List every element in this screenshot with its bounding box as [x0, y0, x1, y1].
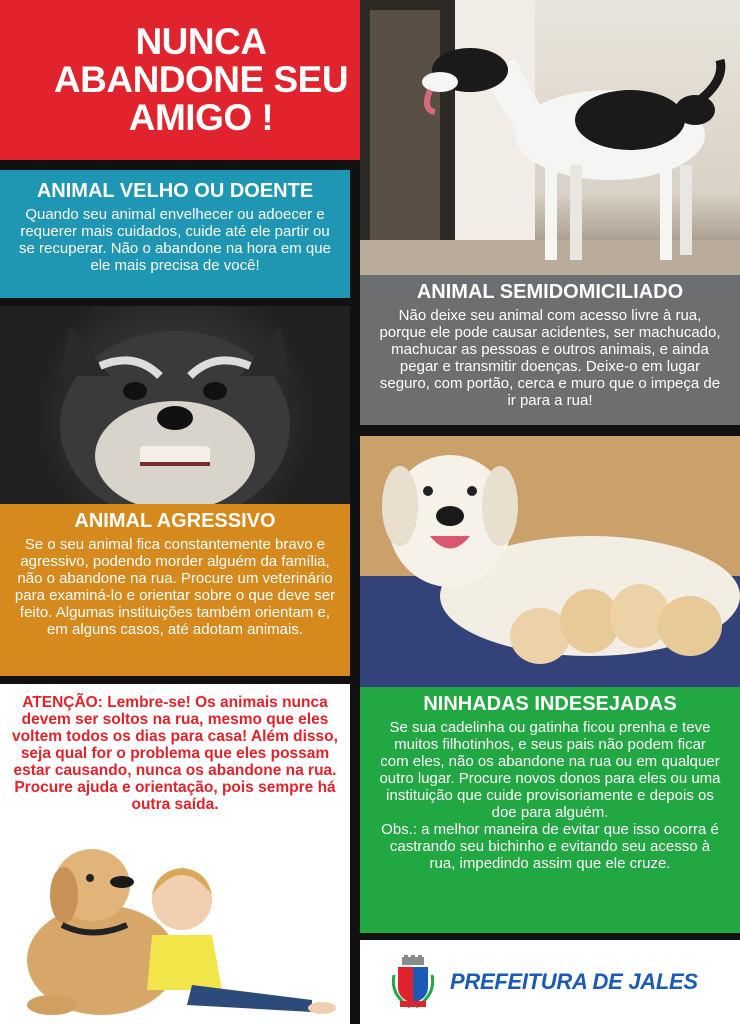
dog-with-puppies-illustration: [360, 436, 740, 687]
section-semidomiciled-title: ANIMAL SEMIDOMICILIADO: [416, 281, 684, 303]
section-aggressive: [0, 504, 350, 676]
attention-panel: [0, 684, 350, 1024]
section-aggressive-title: ANIMAL AGRESSIVO: [74, 510, 276, 532]
footer-logo-text: PREFEITURA DE JALES: [450, 969, 698, 994]
dog-with-puppies-photo: [360, 436, 740, 687]
coat-of-arms-icon: [390, 955, 436, 1009]
angry-dog-photo: [0, 306, 350, 506]
section-semidomiciled-body: Não deixe seu animal com acesso livre à rua, porque ele pode causar acidentes, ser machucado, machucar as pessoas e outros animais, e ainda pegar e transmitir doenças. Deixe-o em lugar seguro, com portão, cerca e muro que o impeça de ir para a rua!: [379, 307, 721, 409]
dog-standing-illustration: [360, 0, 740, 275]
dog-standing-photo: [360, 0, 740, 275]
footer-logo: [360, 940, 740, 1024]
attention-text: ATENÇÃO: Lembre-se! Os animais nunca devem ser soltos na rua, mesmo que eles voltem todos os dias para casa! Além disso, seja qual for o problema que eles possam estar causando, nunca os abandone na rua. Procure ajuda e orientação, pois sempre há outra saída.: [12, 694, 338, 813]
poster-title: NUNCA ABANDONE SEU AMIGO !: [53, 21, 349, 138]
section-aggressive-body: Se o seu animal fica constantemente bravo e agressivo, podendo morder alguém da família, não o abandone na rua. Procure um veterinário para examiná-lo e orientar sobre o que deve ser feito. Algumas instituições também orientam e, em alguns casos, até adotam animais.: [14, 536, 336, 638]
angry-dog-illustration: [0, 306, 350, 506]
section-litters-note: Obs.: a melhor maneira de evitar que isso ocorra é castrando seu bichinho e evitando seu acesso à rua, impedindo assim que ele cruze.: [381, 821, 719, 872]
girl-and-dog-illustration: [12, 840, 338, 1020]
section-old-sick-title: ANIMAL VELHO OU DOENTE: [36, 180, 314, 202]
section-litters-title: NINHADAS INDESEJADAS: [423, 693, 677, 715]
section-litters-body: Se sua cadelinha ou gatinha ficou prenha e teve muitos filhotinhos, e seus pais não podem ficar com eles, não os abandone na rua ou em qualquer outro lugar. Procure novos donos para eles ou uma instituição que cuide provisoriamente e depois os doe para alguém.: [379, 719, 721, 821]
section-old-sick-body: Quando seu animal envelhecer ou adoecer e requerer mais cuidados, cuide até ele partir ou se recuperar. Não o abandone na hora em que ele mais precisa de você!: [19, 206, 331, 274]
section-litters: [360, 687, 740, 933]
section-semidomiciled: [360, 275, 740, 425]
section-old-sick: [0, 170, 350, 298]
title-banner: [0, 0, 402, 160]
